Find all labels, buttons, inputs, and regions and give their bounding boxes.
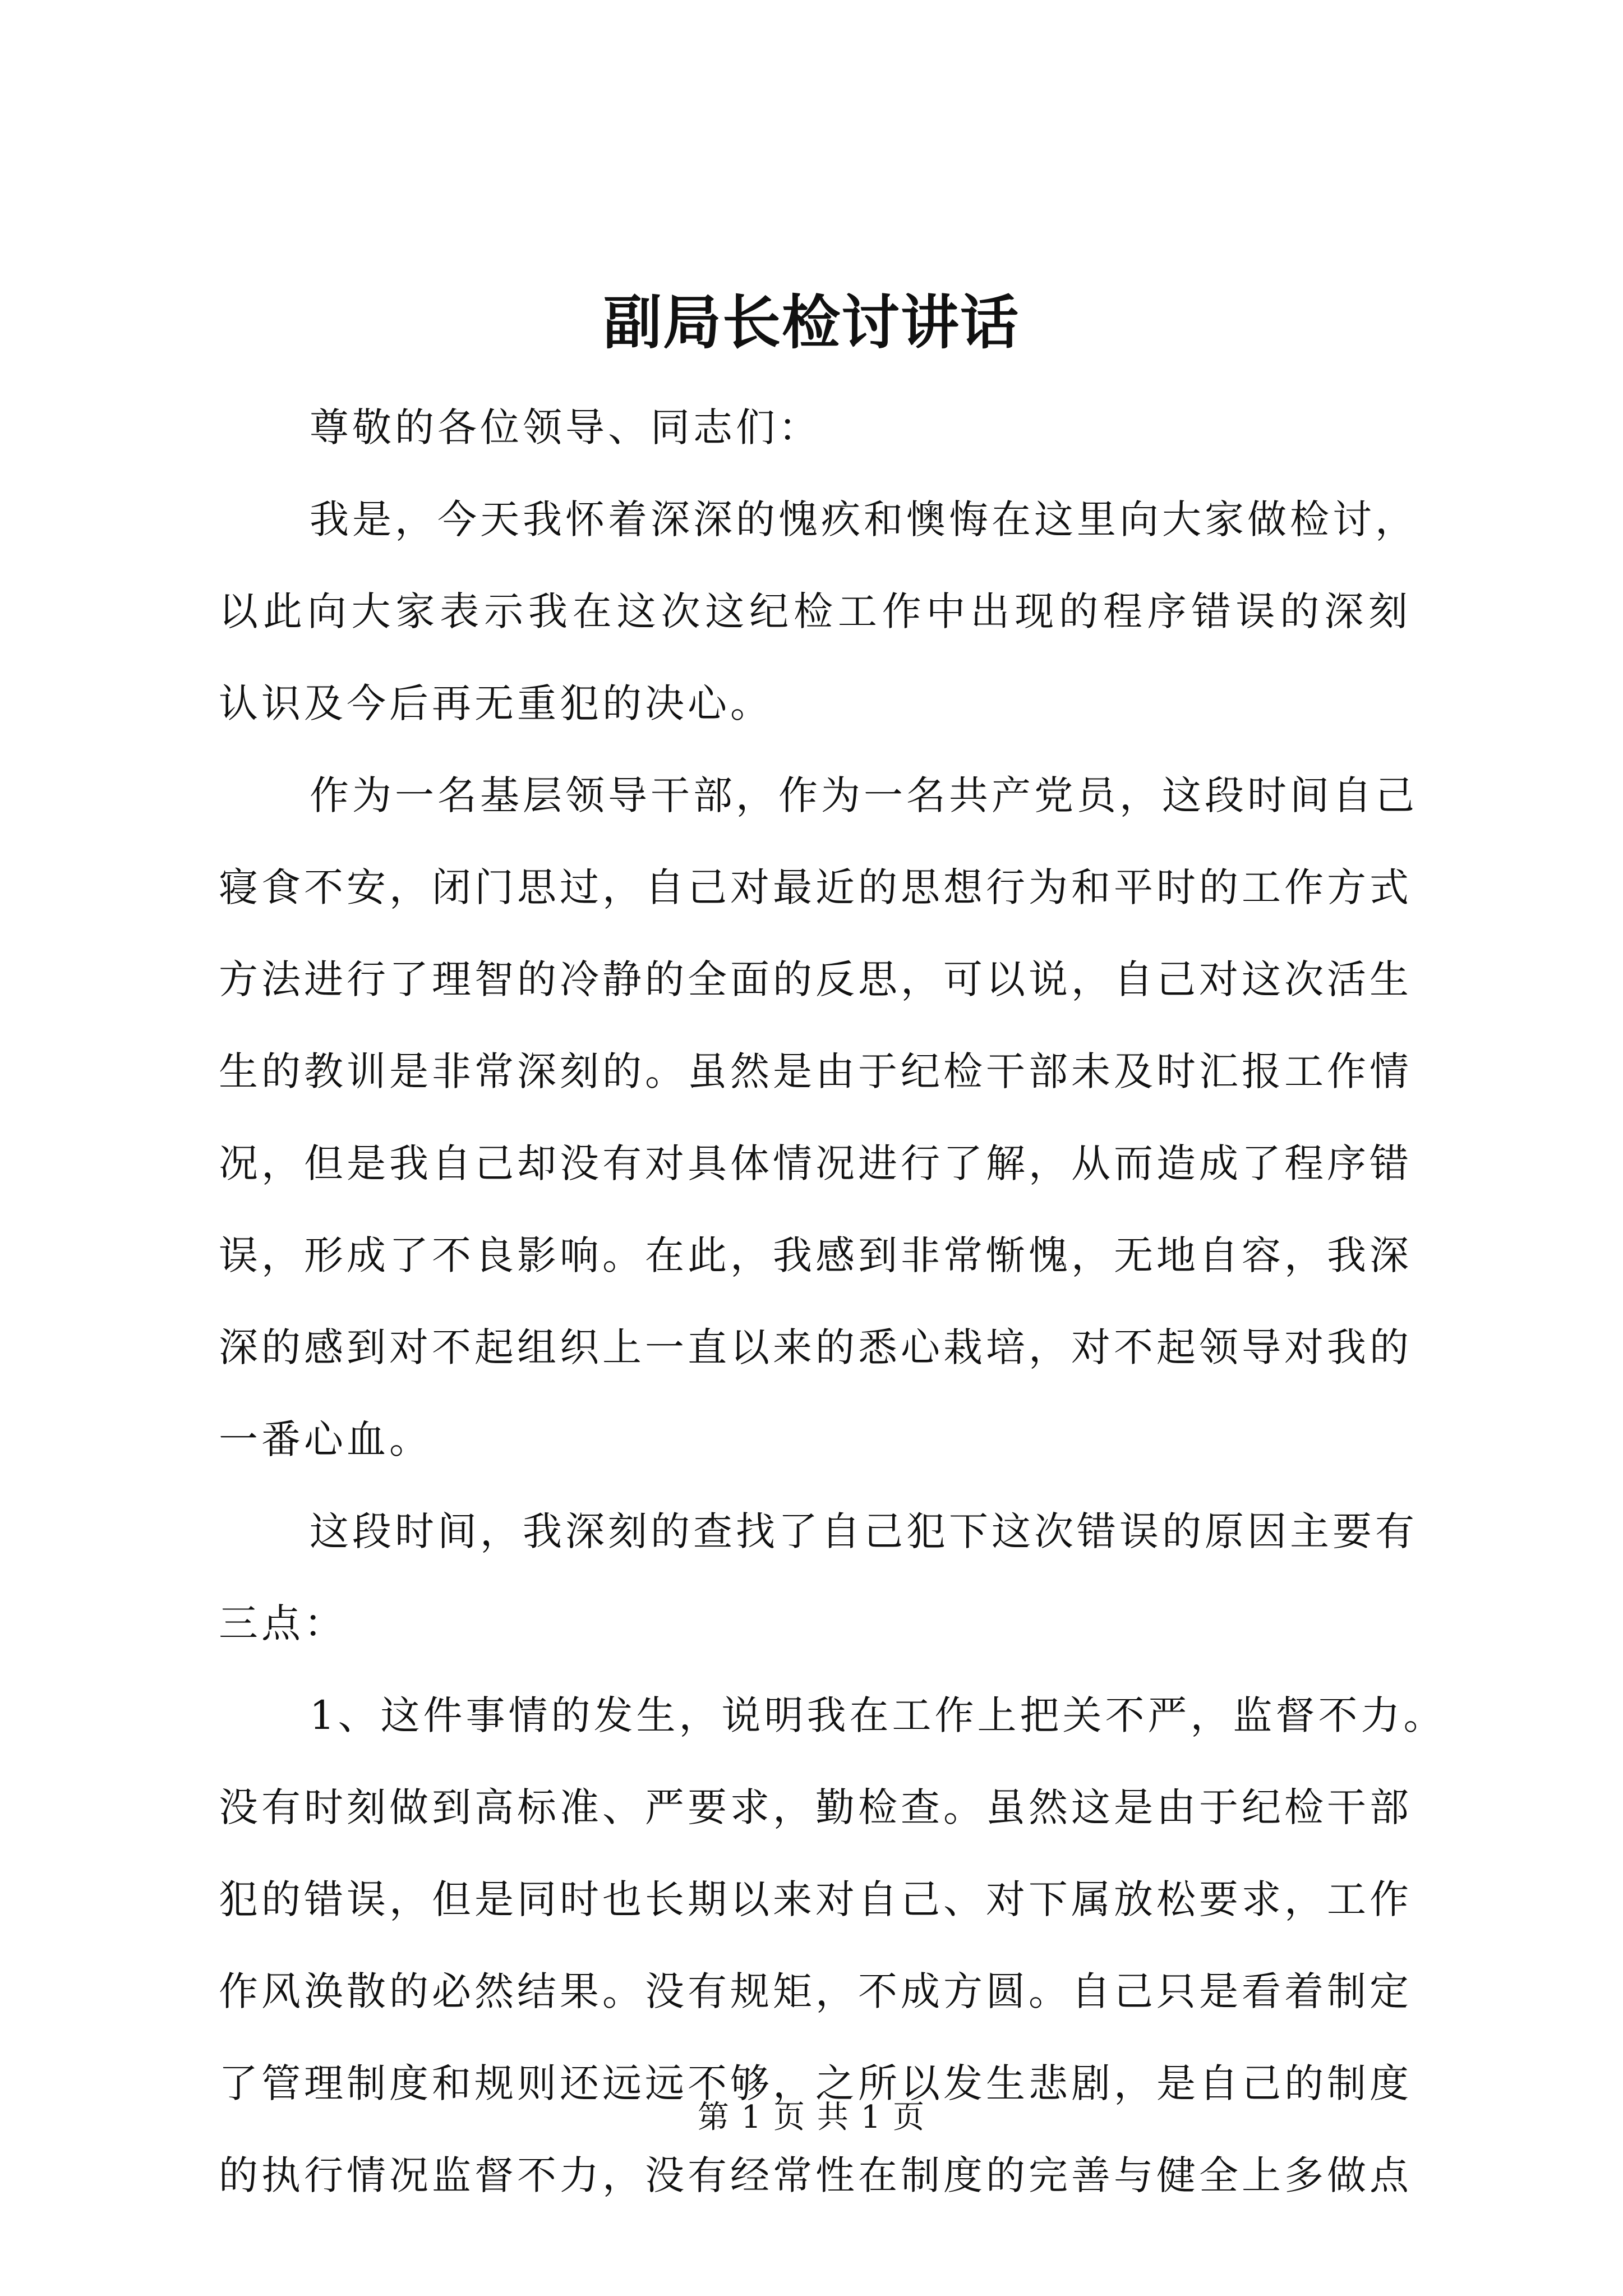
body-line: 没有时刻做到高标准、严要求，勤检查。虽然这是由于纪检干部 [219, 1784, 1412, 1830]
body-line: 一番心血。 [219, 1416, 432, 1462]
body-line: 作风涣散的必然结果。没有规矩，不成方圆。自己只是看着制定 [219, 1968, 1412, 2014]
body-line: 尊敬的各位领导、同志们： [310, 404, 821, 450]
body-line: 三点： [219, 1600, 347, 1646]
document-title: 副局长检讨讲话 [603, 288, 1020, 357]
body-line: 了管理制度和规则还远远不够，之所以发生悲剧，是自己的制度 [219, 2060, 1412, 2106]
body-line: 的执行情况监督不力，没有经常性在制度的完善与健全上多做点 [219, 2152, 1412, 2198]
body-line: 认识及今后再无重犯的决心。 [219, 680, 773, 726]
page-footer: 第 1 页 共 1 页 [697, 2099, 926, 2136]
body-line: 作为一名基层领导干部，作为一名共产党员，这段时间自己 [310, 772, 1418, 818]
body-line: 深的感到对不起组织上一直以来的悉心栽培，对不起领导对我的 [219, 1324, 1412, 1370]
body-line: 我是，今天我怀着深深的愧疚和懊悔在这里向大家做检讨， [310, 496, 1418, 542]
document-body [219, 381, 1446, 2221]
body-line: 方法进行了理智的冷静的全面的反思，可以说，自己对这次活生 [219, 956, 1412, 1002]
body-line: 况，但是我自己却没有对具体情况进行了解，从而造成了程序错 [219, 1140, 1412, 1186]
body-line: 1、这件事情的发生，说明我在工作上把关不严，监督不力。 [310, 1692, 1446, 1738]
body-line: 寝食不安，闭门思过，自己对最近的思想行为和平时的工作方式 [219, 864, 1412, 910]
body-line: 误，形成了不良影响。在此，我感到非常惭愧，无地自容，我深 [219, 1232, 1412, 1278]
body-line: 这段时间，我深刻的查找了自己犯下这次错误的原因主要有 [310, 1508, 1418, 1554]
body-line: 生的教训是非常深刻的。虽然是由于纪检干部未及时汇报工作情 [219, 1048, 1412, 1094]
body-line: 以此向大家表示我在这次这纪检工作中出现的程序错误的深刻 [219, 588, 1411, 634]
body-line: 犯的错误，但是同时也长期以来对自己、对下属放松要求，工作 [219, 1876, 1412, 1922]
